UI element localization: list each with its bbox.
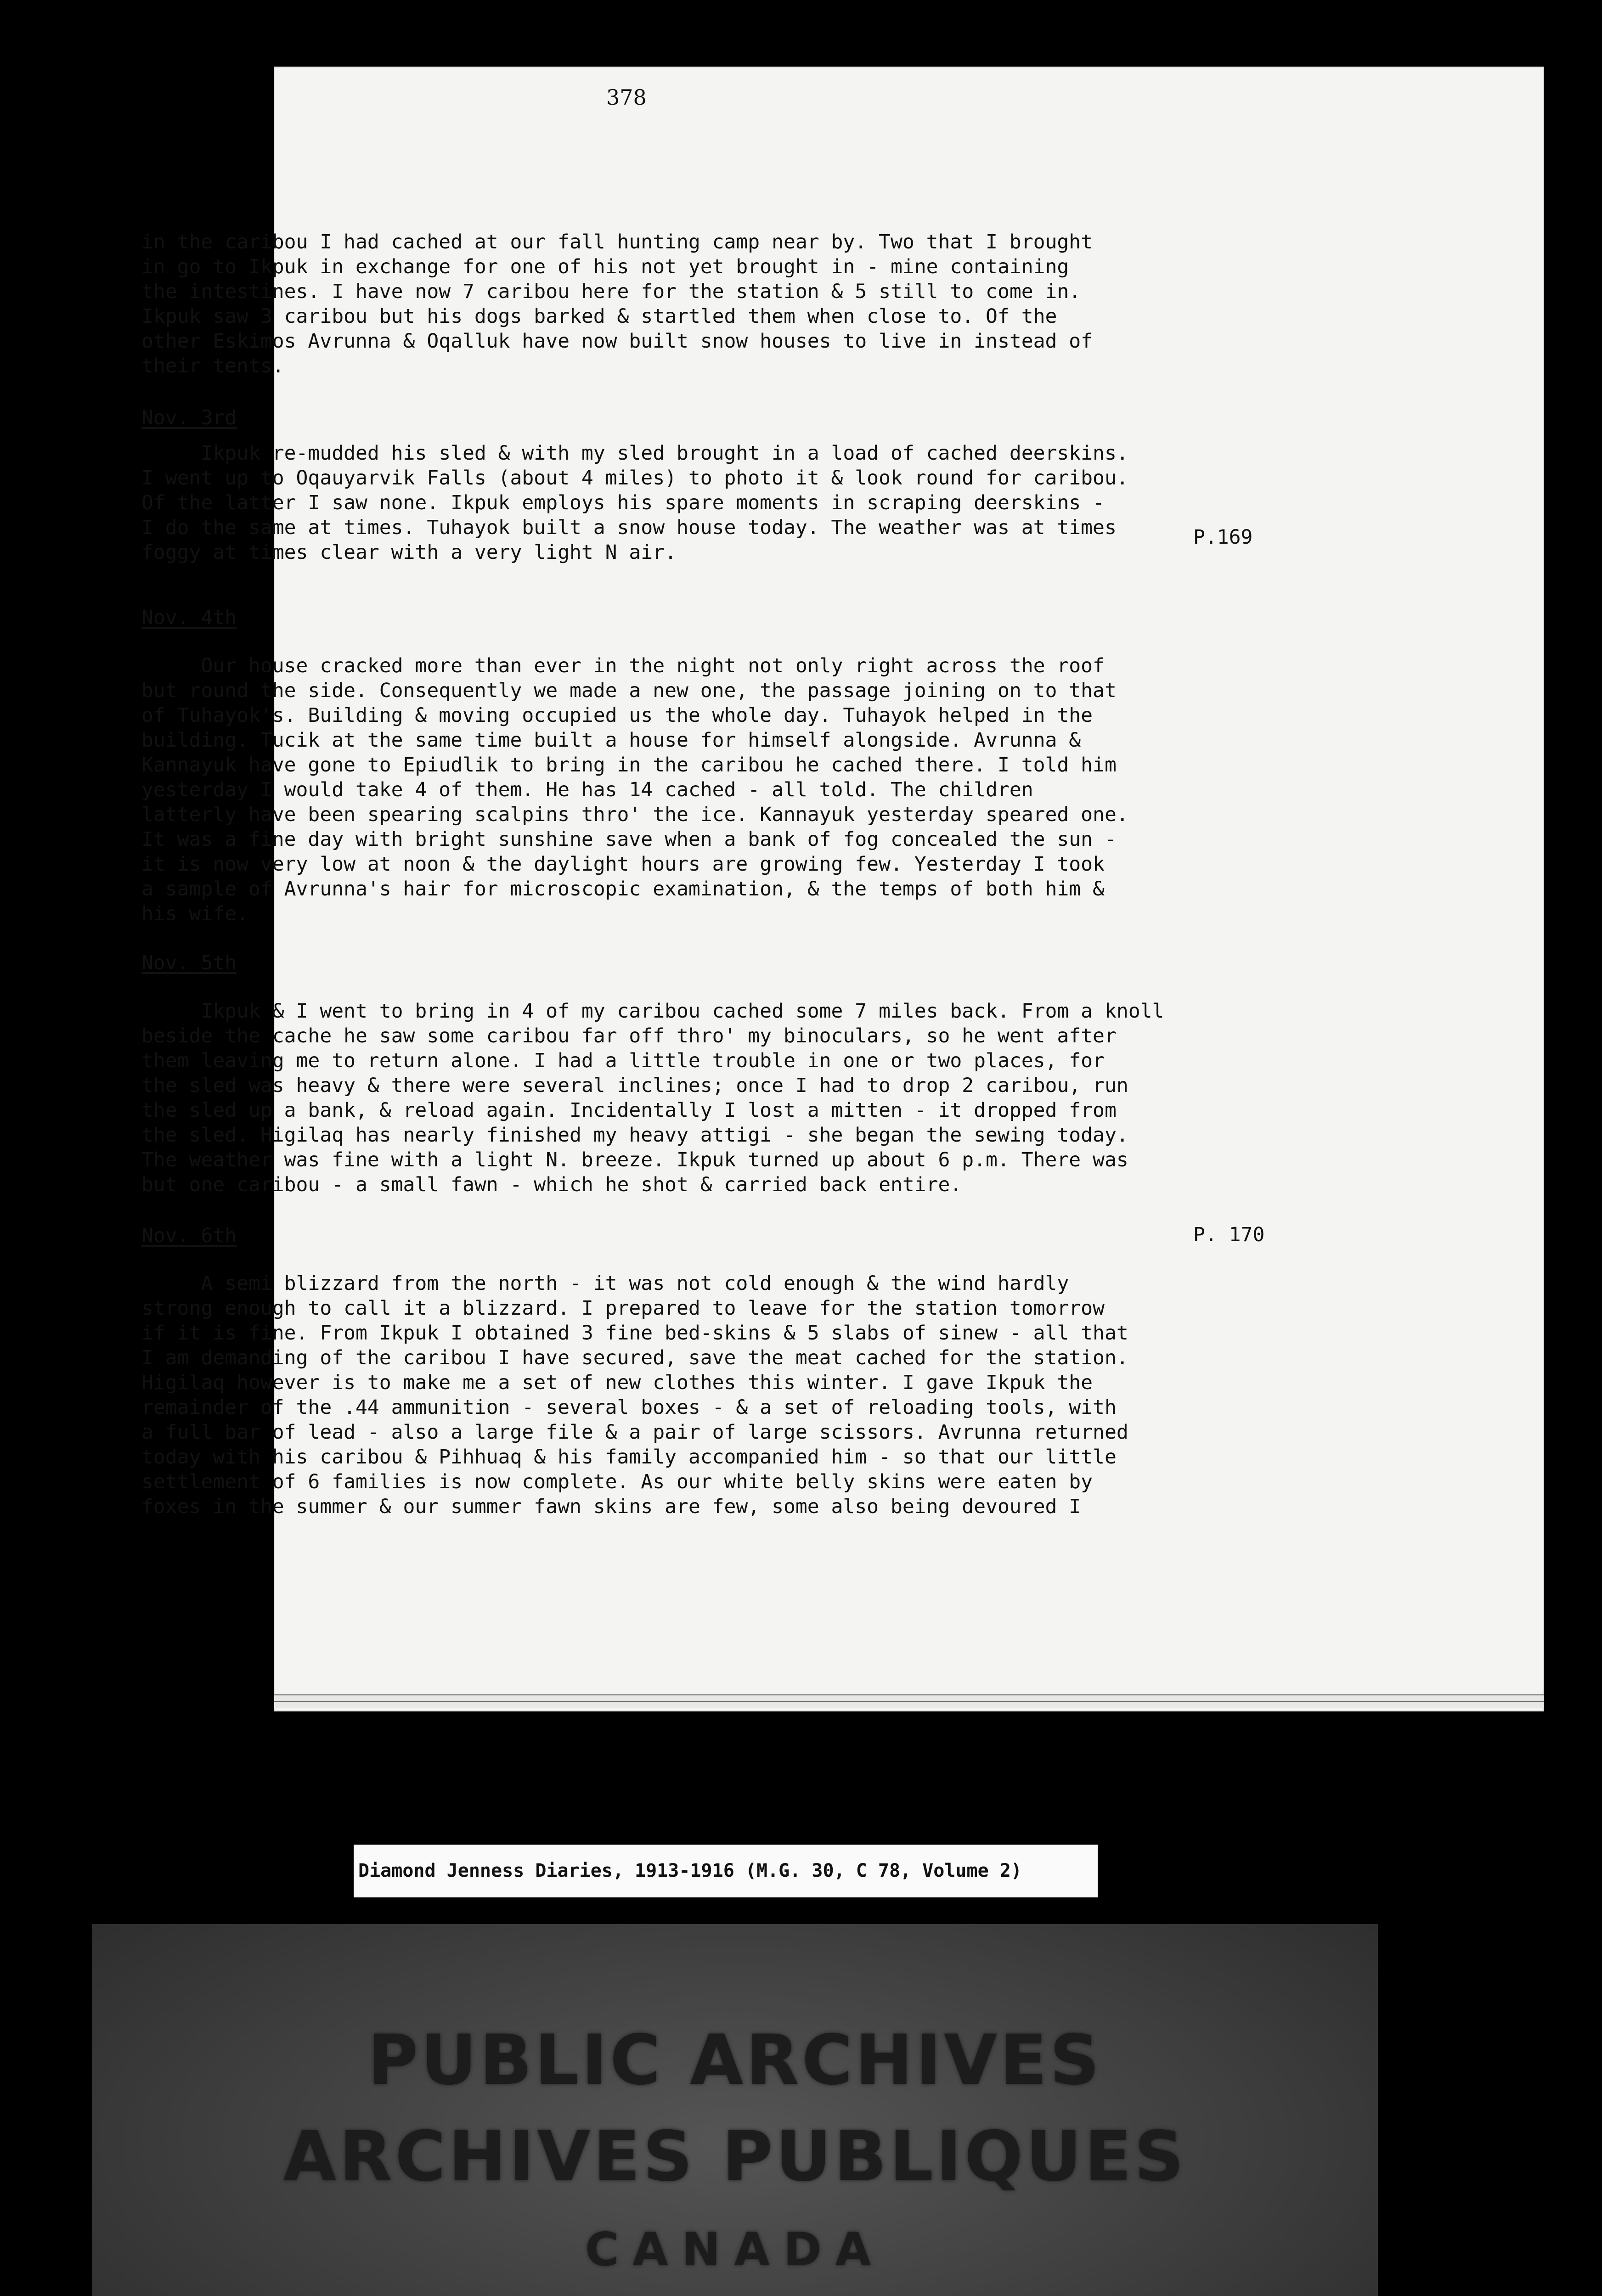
page-edge	[274, 1701, 1544, 1708]
stamp-line: PUBLIC ARCHIVES	[367, 2020, 1102, 2100]
archive-label: Diamond Jenness Diaries, 1913-1916 (M.G. 30, C 78, Volume 2)	[354, 1845, 1098, 1897]
date-heading: Nov. 5th	[141, 951, 237, 974]
entry-text: Ikpuk & I went to bring in 4 of my caribou cached some 7 miles back. From a knoll beside the cache he saw some caribou far off thro' my binoculars, so he went after them leaving me to return alone. I had a little trouble in one or two places, for the sled was heavy & there were several inclines; once I had to drop 2 caribou, run the sled up a bank, & reload again. Incidentally I lost a mitten - it dropped from the sled. Higilaq has nearly finished my heavy attigi - she began the sewing today. The weather was fine with a light N. breeze. Ikpuk turned up about 6 p.m. There was but one caribou - a small fawn - which he shot & carried back entire.	[141, 1000, 1164, 1196]
entry-text: in the caribou I had cached at our fall hunting camp near by. Two that I brought in go to Ikpuk in exchange for one of his not yet brought in - mine containing the intestines. I have now 7 caribou here for the station & 5 still to come in. Ikpuk saw 3 caribou but his dogs barked & startled them when close to. Of the other Eskimos Avrunna & Oqalluk have now built snow houses to live in instead of their tents.	[141, 231, 1093, 377]
entry-text: A semi blizzard from the north - it was not cold enough & the wind hardly strong enough to call it a blizzard. I prepared to leave for the station tomorrow if it is fine. From Ikpuk I obtained 3 fine bed-skins & 5 slabs of sinew - all that I am demanding of the caribou I have secured, save the meat cached for the station. Higilaq however is to make me a set of new clothes this winter. I gave Ikpuk the remainder of the .44 ammunition - several boxes - & a set of reloading tools, with a full bar of lead - also a large file & a pair of large scissors. Avrunna returned today with his caribou & Pihhuaq & his family accompanied him - so that our little settlement of 6 families is now complete. As our white belly skins were eaten by foxes in the summer & our summer fawn skins are few, some also being devoured I	[141, 1272, 1128, 1518]
page-number: 378	[606, 85, 647, 110]
page-edge	[274, 1694, 1544, 1701]
stamp-line: ARCHIVES PUBLIQUES	[283, 2117, 1187, 2197]
margin-reference: P. 170	[1193, 1223, 1265, 1246]
entry-text: Our house cracked more than ever in the night not only right across the roof but round the side. Consequently we made a new one, the passage joining on to that of Tuhayok's. Building & moving occupied us the whole day. Tuhayok helped in the building. Tucik at the same time built a house for himself alongside. Avrunna & Kannayuk have gone to Epiudlik to bring in the caribou he cached there. I told him yesterday I would take 4 of them. He has 14 cached - all told. The children latterly have been spearing scalpins thro' the ice. Kannayuk yesterday speared one. It was a fine day with bright sunshine save when a bank of fog concealed the sun - it is now very low at noon & the daylight hours are growing few. Yesterday I took a sample of Avrunna's hair for microscopic examination, & the temps of both him & his wife.	[141, 654, 1128, 925]
date-heading: Nov. 3rd	[141, 406, 237, 429]
date-heading: Nov. 4th	[141, 606, 237, 629]
stamp-line: CANADA	[585, 2223, 885, 2276]
date-heading: Nov. 6th	[141, 1224, 237, 1247]
archive-stamp	[92, 1924, 1378, 2296]
entry-text: Ikpuk re-mudded his sled & with my sled brought in a load of cached deerskins. I went up to Oqauyarvik Falls (about 4 miles) to photo it & look round for caribou. Of the latter I saw none. Ikpuk employs his spare moments in scraping deerskins - I do the same at times. Tuhayok built a snow house today. The weather was at times foggy at times clear with a very light N air.	[141, 442, 1128, 564]
margin-reference: P.169	[1193, 526, 1253, 549]
